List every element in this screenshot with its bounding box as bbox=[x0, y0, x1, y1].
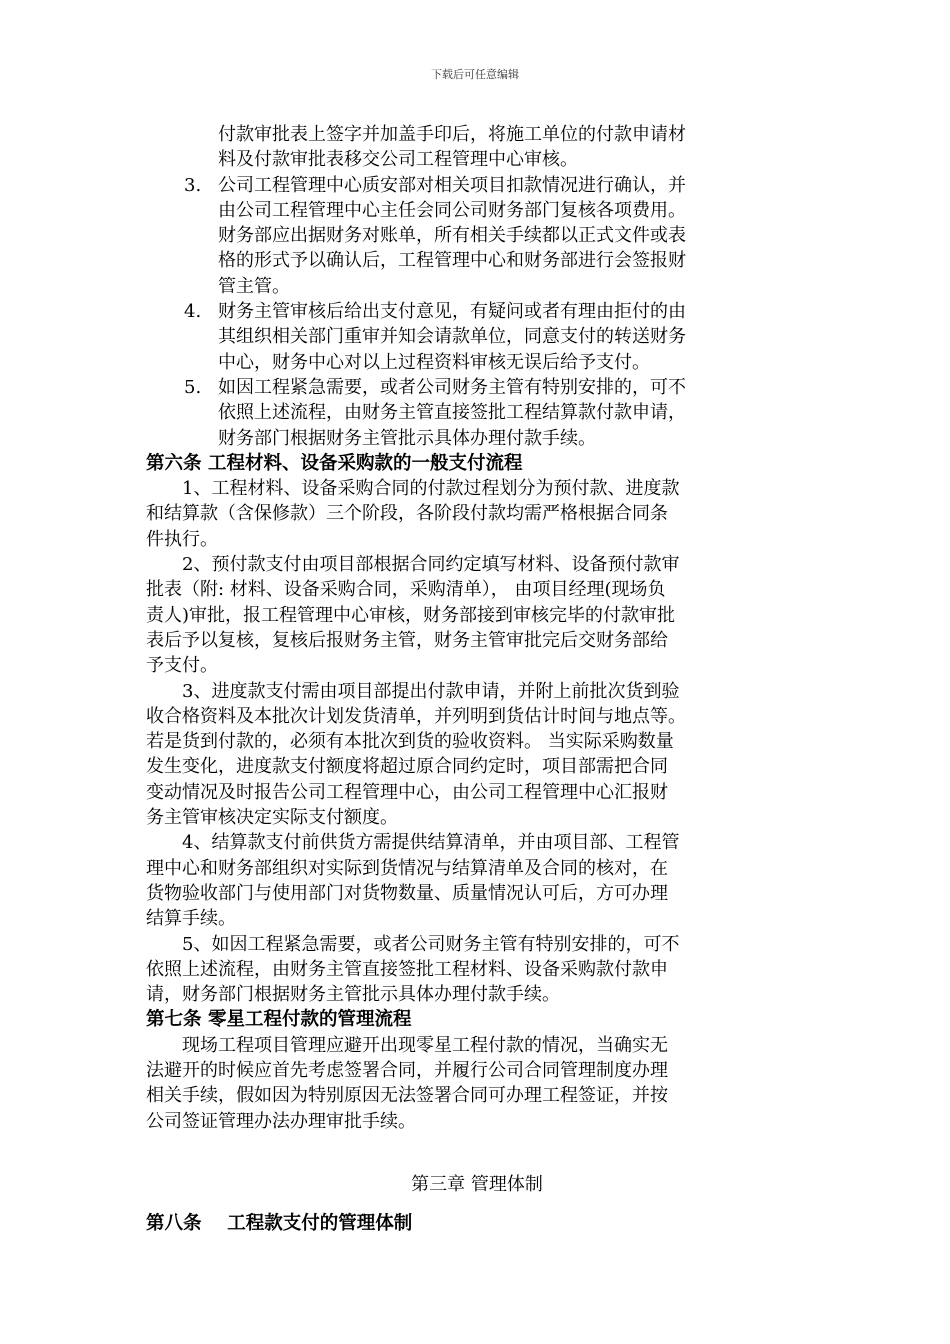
text-line: 发生变化，进度款支付额度将超过原合同约定时，项目部需把合同 bbox=[146, 756, 668, 778]
article-6-paragraph-4 bbox=[146, 830, 808, 931]
text-line: 管主管。 bbox=[218, 275, 290, 297]
list-item-5 bbox=[146, 375, 808, 451]
list-number: 3. bbox=[184, 174, 202, 196]
text-line: 变动情况及时报告公司工程管理中心，由公司工程管理中心汇报财 bbox=[146, 781, 668, 803]
text-line: 中心，财务中心对以上过程资料审核无误后给予支付。 bbox=[218, 351, 650, 373]
text-line: 如因工程紧急需要，或者公司财务主管有特别安排的，可不 bbox=[218, 376, 686, 398]
text-line: 3、进度款支付需由项目部提出付款申请，并附上前批次货到验 bbox=[182, 680, 680, 702]
text-line: 财务部应出据财务对账单，所有相关手续都以正式文件或表 bbox=[218, 225, 686, 247]
text-line: 责人)审批，报工程管理中心审核，财务部接到审核完毕的付款审批 bbox=[146, 604, 676, 626]
text-line: 格的形式予以确认后，工程管理中心和财务部进行会签报财 bbox=[218, 250, 686, 272]
text-line: 表后予以复核，复核后报财务主管，财务主管审批完后交财务部给 bbox=[146, 629, 668, 651]
text-line: 现场工程项目管理应避开出现零星工程付款的情况，当确实无 bbox=[182, 1034, 668, 1056]
text-line: 5、如因工程紧急需要，或者公司财务主管有特别安排的，可不 bbox=[182, 933, 680, 955]
document-body bbox=[146, 122, 808, 1236]
text-line: 4、结算款支付前供货方需提供结算清单，并由项目部、工程管 bbox=[182, 832, 680, 854]
text-line: 法避开的时候应首先考虑签署合同，并履行公司合同管理制度办理 bbox=[146, 1059, 668, 1081]
article-6-paragraph-5 bbox=[146, 932, 808, 1008]
article-6-paragraph-2 bbox=[146, 552, 808, 678]
article-8-heading: 第八条 工程款支付的管理体制 bbox=[146, 1213, 413, 1235]
text-line: 批表（附: 材料、设备采购合同，采购清单）， 由项目经理(现场负 bbox=[146, 579, 666, 601]
chapter-heading: 第三章 管理体制 bbox=[411, 1173, 543, 1195]
text-line: 公司工程管理中心质安部对相关项目扣款情况进行确认，并 bbox=[218, 174, 686, 196]
article-7-heading: 第七条 零星工程付款的管理流程 bbox=[146, 1009, 412, 1031]
list-item-3 bbox=[146, 173, 808, 299]
list-number: 5. bbox=[184, 376, 202, 398]
text-line: 和结算款（含保修款）三个阶段，各阶段付款均需严格根据合同条 bbox=[146, 503, 668, 525]
text-line: 相关手续，假如因为特别原因无法签署合同可办理工程签证，并按 bbox=[146, 1085, 668, 1107]
article-6-paragraph-1 bbox=[146, 476, 808, 552]
text-line: 理中心和财务部组织对实际到货情况与结算清单及合同的核对，在 bbox=[146, 857, 668, 879]
text-line: 结算手续。 bbox=[146, 908, 236, 930]
text-line: 货物验收部门与使用部门对货物数量、质量情况认可后，方可办理 bbox=[146, 882, 668, 904]
text-line: 2、预付款支付由项目部根据合同约定填写材料、设备预付款审 bbox=[182, 554, 680, 576]
list-item-4 bbox=[146, 299, 808, 375]
intro-paragraph bbox=[146, 122, 808, 173]
text-line: 予支付。 bbox=[146, 655, 218, 677]
text-line: 请，财务部门根据财务主管批示具体办理付款手续。 bbox=[146, 984, 560, 1006]
text-line: 依照上述流程，由财务主管直接签批工程结算款付款申请， bbox=[218, 402, 686, 424]
article-6-paragraph-3 bbox=[146, 679, 808, 831]
text-line: 财务部门根据财务主管批示具体办理付款手续。 bbox=[218, 427, 596, 449]
text-line: 收合格资料及本批次计划发货清单，并列明到货估计时间与地点等。 bbox=[146, 705, 686, 727]
text-line: 其组织相关部门重审并知会请款单位，同意支付的转送财务 bbox=[218, 326, 686, 348]
list-number: 4. bbox=[184, 301, 202, 323]
text-line: 由公司工程管理中心主任会同公司财务部门复核各项费用。 bbox=[218, 199, 686, 221]
article-7-paragraph-1 bbox=[146, 1033, 808, 1134]
text-line: 公司签证管理办法办理审批手续。 bbox=[146, 1110, 416, 1132]
text-line: 付款审批表上签字并加盖手印后，将施工单位的付款申请材 bbox=[218, 124, 686, 145]
text-line: 若是货到付款的，必须有本批次到货的验收资料。 当实际采购数量 bbox=[146, 731, 674, 753]
text-line: 依照上述流程，由财务主管直接签批工程材料、设备采购款付款申 bbox=[146, 958, 668, 980]
text-line: 财务主管审核后给出支付意见，有疑问或者有理由拒付的由 bbox=[218, 301, 686, 323]
text-line: 料及付款审批表移交公司工程管理中心审核。 bbox=[218, 149, 578, 171]
page-header: 下载后可任意编辑 bbox=[431, 68, 519, 81]
text-line: 件执行。 bbox=[146, 528, 218, 550]
article-6-heading: 第六条 工程材料、设备采购款的一般支付流程 bbox=[146, 452, 523, 474]
text-line: 务主管审核决定实际支付额度。 bbox=[146, 807, 398, 829]
text-line: 1、工程材料、设备采购合同的付款过程划分为预付款、进度款 bbox=[182, 478, 680, 500]
